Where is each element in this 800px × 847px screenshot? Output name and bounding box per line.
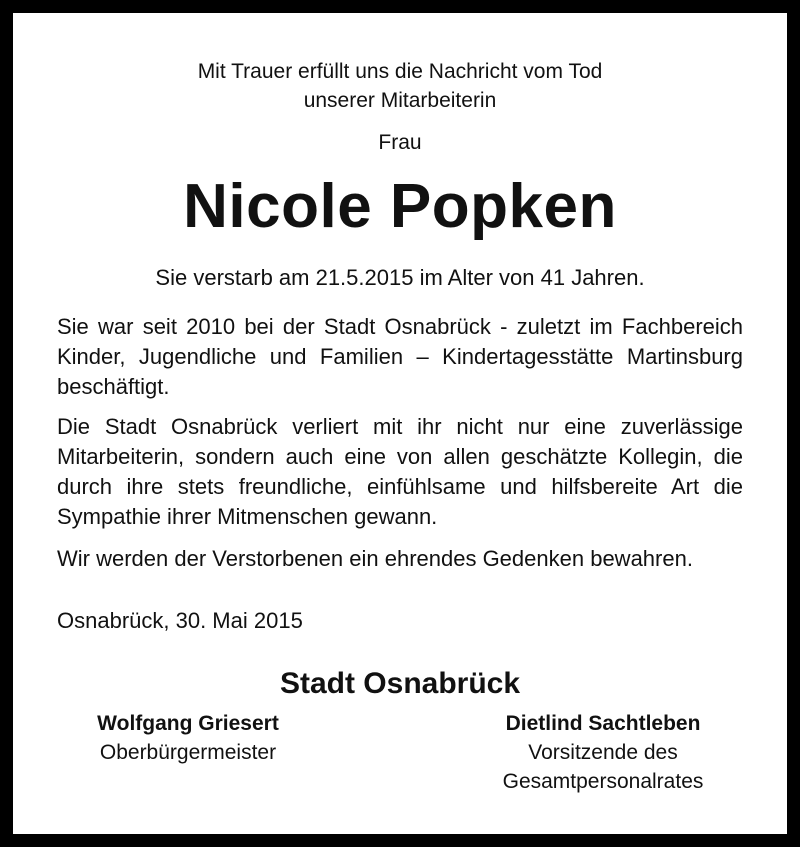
salutation: Frau xyxy=(378,131,422,154)
signatory-left-name: Wolfgang Griesert xyxy=(97,712,279,735)
obituary-notice xyxy=(13,13,787,834)
tribute-paragraph: Die Stadt Osnabrück verliert mit ihr nicht nur eine zuverlässige Mitarbeiterin, sondern auch eine von allen geschätzte Kollegin, die durch ihre stets freundliche, einfühlsame und hilfsbereite Art die Sympathie ihrer Mitmenschen gewann. xyxy=(57,414,743,529)
signatory-right-title-line-2: Gesamtpersonalrates xyxy=(502,770,704,793)
deceased-name: Nicole Popken xyxy=(183,172,617,241)
organization-name: Stadt Osnabrück xyxy=(279,667,521,700)
signatory-right xyxy=(453,709,753,796)
employment-paragraph: Sie war seit 2010 bei der Stadt Osnabrück - zuletzt im Fachbereich Kinder, Jugendliche und Familien – Kindertagesstätte Martinsburg beschäftigt. xyxy=(57,314,743,399)
place-and-date: Osnabrück, 30. Mai 2015 xyxy=(57,608,303,633)
signatory-left xyxy=(73,709,303,767)
intro-line-2: unserer Mitarbeiterin xyxy=(303,89,497,112)
signatory-right-name: Dietlind Sachtleben xyxy=(505,712,701,735)
death-date-line: Sie verstarb am 21.5.2015 im Alter von 41 Jahren. xyxy=(155,265,645,290)
signatory-right-title-line-1: Vorsitzende des xyxy=(528,741,678,764)
intro-line-1: Mit Trauer erfüllt uns die Nachricht vom Tod xyxy=(197,60,603,83)
intro-text xyxy=(13,57,787,115)
remembrance-paragraph: Wir werden der Verstorbenen ein ehrendes Gedenken bewahren. xyxy=(57,546,693,571)
signatory-left-title: Oberbürgermeister xyxy=(99,741,277,764)
